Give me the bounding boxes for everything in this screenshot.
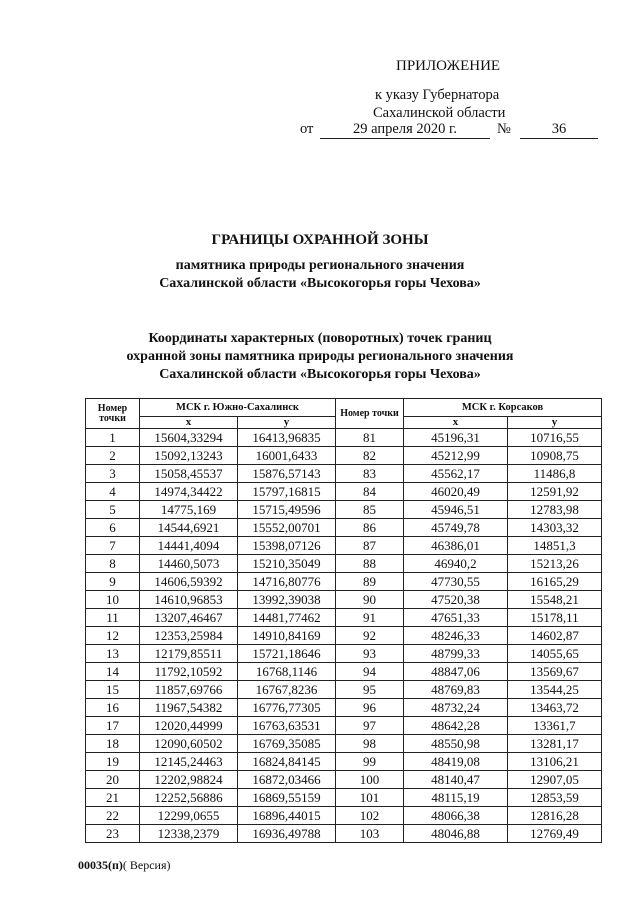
cell-point-number-left: 13 — [86, 645, 140, 663]
cell-right-x: 48732,24 — [404, 699, 508, 717]
cell-point-number-left: 18 — [86, 735, 140, 753]
cell-left-x: 11792,10592 — [140, 663, 238, 681]
cell-right-y: 13569,67 — [508, 663, 602, 681]
cell-right-x: 45212,99 — [404, 447, 508, 465]
cell-left-y: 14716,80776 — [238, 573, 336, 591]
cell-right-x: 47730,55 — [404, 573, 508, 591]
cell-point-number-right: 98 — [336, 735, 404, 753]
table-row — [86, 753, 602, 771]
cell-right-x: 48246,33 — [404, 627, 508, 645]
cell-left-x: 15604,33294 — [140, 429, 238, 447]
header-right-system: МСК г. Корсаков — [404, 399, 602, 417]
cell-left-x: 12145,24463 — [140, 753, 238, 771]
cell-point-number-left: 11 — [86, 609, 140, 627]
cell-point-number-right: 91 — [336, 609, 404, 627]
table-row — [86, 555, 602, 573]
cell-left-y: 16936,49788 — [238, 825, 336, 843]
cell-left-y: 15715,49596 — [238, 501, 336, 519]
cell-right-y: 10716,55 — [508, 429, 602, 447]
cell-point-number-right: 102 — [336, 807, 404, 825]
cell-point-number-left: 19 — [86, 753, 140, 771]
cell-right-y: 15178,11 — [508, 609, 602, 627]
cell-point-number-right: 97 — [336, 717, 404, 735]
cell-right-y: 12816,28 — [508, 807, 602, 825]
cell-point-number-left: 20 — [86, 771, 140, 789]
cell-right-x: 45946,51 — [404, 501, 508, 519]
cell-right-x: 45562,17 — [404, 465, 508, 483]
cell-left-y: 16769,35085 — [238, 735, 336, 753]
cell-right-y: 15548,21 — [508, 591, 602, 609]
footer — [78, 858, 171, 873]
cell-point-number-right: 100 — [336, 771, 404, 789]
cell-right-x: 48140,47 — [404, 771, 508, 789]
footer-code: 00035(п) — [78, 858, 123, 872]
cell-right-y: 12769,49 — [508, 825, 602, 843]
number-prefix: № — [497, 121, 511, 137]
cell-left-y: 16767,8236 — [238, 681, 336, 699]
cell-left-y: 15797,16815 — [238, 483, 336, 501]
cell-point-number-right: 103 — [336, 825, 404, 843]
cell-left-y: 16001,6433 — [238, 447, 336, 465]
table-row — [86, 699, 602, 717]
table-row — [86, 771, 602, 789]
cell-point-number-right: 96 — [336, 699, 404, 717]
cell-right-y: 16165,29 — [508, 573, 602, 591]
cell-left-x: 14544,6921 — [140, 519, 238, 537]
decree-date: 29 апреля 2020 г. — [320, 121, 490, 139]
cell-left-y: 16824,84145 — [238, 753, 336, 771]
cell-right-x: 48642,28 — [404, 717, 508, 735]
cell-left-y: 14481,77462 — [238, 609, 336, 627]
cell-point-number-right: 83 — [336, 465, 404, 483]
cell-left-x: 14460,5073 — [140, 555, 238, 573]
cell-left-x: 12299,0655 — [140, 807, 238, 825]
table-row — [86, 483, 602, 501]
cell-point-number-left: 8 — [86, 555, 140, 573]
table-row — [86, 717, 602, 735]
cell-left-x: 12202,98824 — [140, 771, 238, 789]
date-prefix: от — [300, 121, 314, 137]
footer-version: ( Версия) — [122, 858, 171, 872]
decree-line-1: к указу Губернатора — [375, 87, 500, 103]
header-point-number-left: Номер точки — [86, 399, 140, 429]
cell-right-y: 10908,75 — [508, 447, 602, 465]
cell-left-x: 15058,45537 — [140, 465, 238, 483]
cell-left-x: 12020,44999 — [140, 717, 238, 735]
section-heading-3: Сахалинской области «Высокогорья горы Чехова» — [159, 367, 481, 382]
table-row — [86, 429, 602, 447]
table-row — [86, 681, 602, 699]
cell-left-x: 14441,4094 — [140, 537, 238, 555]
cell-point-number-left: 1 — [86, 429, 140, 447]
cell-left-y: 15398,07126 — [238, 537, 336, 555]
table-row — [86, 663, 602, 681]
header-point-number-right: Номер точки — [336, 399, 404, 429]
cell-right-x: 48847,06 — [404, 663, 508, 681]
cell-point-number-left: 23 — [86, 825, 140, 843]
header-right-x: x — [404, 417, 508, 429]
table-row — [86, 735, 602, 753]
cell-point-number-right: 89 — [336, 573, 404, 591]
cell-right-y: 12907,05 — [508, 771, 602, 789]
section-heading-2: охранной зоны памятника природы регионального значения — [126, 349, 514, 364]
cell-right-x: 47520,38 — [404, 591, 508, 609]
cell-point-number-left: 4 — [86, 483, 140, 501]
cell-right-y: 14851,3 — [508, 537, 602, 555]
cell-point-number-right: 82 — [336, 447, 404, 465]
cell-point-number-right: 99 — [336, 753, 404, 771]
cell-point-number-right: 94 — [336, 663, 404, 681]
cell-right-y: 12783,98 — [508, 501, 602, 519]
table-row — [86, 825, 602, 843]
cell-left-y: 16872,03466 — [238, 771, 336, 789]
table-row — [86, 627, 602, 645]
cell-right-y: 14055,65 — [508, 645, 602, 663]
cell-point-number-left: 5 — [86, 501, 140, 519]
cell-left-y: 16413,96835 — [238, 429, 336, 447]
cell-left-x: 12353,25984 — [140, 627, 238, 645]
document-subtitle-1: памятника природы регионального значения — [175, 258, 465, 273]
cell-right-y: 12853,59 — [508, 789, 602, 807]
cell-point-number-left: 7 — [86, 537, 140, 555]
cell-point-number-right: 101 — [336, 789, 404, 807]
header-right-y: y — [508, 417, 602, 429]
cell-point-number-left: 3 — [86, 465, 140, 483]
cell-right-y: 15213,26 — [508, 555, 602, 573]
cell-right-y: 12591,92 — [508, 483, 602, 501]
cell-left-x: 14974,34422 — [140, 483, 238, 501]
cell-right-x: 48550,98 — [404, 735, 508, 753]
cell-left-y: 15552,00701 — [238, 519, 336, 537]
cell-right-y: 13106,21 — [508, 753, 602, 771]
cell-point-number-left: 12 — [86, 627, 140, 645]
cell-left-y: 16896,44015 — [238, 807, 336, 825]
cell-point-number-left: 9 — [86, 573, 140, 591]
table-row — [86, 573, 602, 591]
cell-right-x: 46020,49 — [404, 483, 508, 501]
coordinates-table-body — [86, 429, 602, 843]
cell-left-x: 14775,169 — [140, 501, 238, 519]
cell-left-y: 16768,1146 — [238, 663, 336, 681]
cell-left-x: 12252,56886 — [140, 789, 238, 807]
cell-right-x: 48799,33 — [404, 645, 508, 663]
cell-point-number-right: 93 — [336, 645, 404, 663]
coordinates-table — [85, 398, 602, 843]
cell-point-number-right: 84 — [336, 483, 404, 501]
header-left-x: x — [140, 417, 238, 429]
cell-left-x: 14610,96853 — [140, 591, 238, 609]
cell-point-number-right: 87 — [336, 537, 404, 555]
cell-left-x: 15092,13243 — [140, 447, 238, 465]
cell-right-y: 13361,7 — [508, 717, 602, 735]
table-row — [86, 447, 602, 465]
cell-right-x: 48769,83 — [404, 681, 508, 699]
cell-point-number-right: 90 — [336, 591, 404, 609]
cell-right-y: 13281,17 — [508, 735, 602, 753]
decree-line-2: Сахалинской области — [373, 105, 506, 121]
cell-right-x: 48046,88 — [404, 825, 508, 843]
table-row — [86, 645, 602, 663]
cell-left-x: 12179,85511 — [140, 645, 238, 663]
cell-left-x: 12090,60502 — [140, 735, 238, 753]
cell-right-y: 13544,25 — [508, 681, 602, 699]
header-left-system: МСК г. Южно-Сахалинск — [140, 399, 336, 417]
cell-right-y: 14303,32 — [508, 519, 602, 537]
cell-right-x: 45196,31 — [404, 429, 508, 447]
cell-right-y: 13463,72 — [508, 699, 602, 717]
cell-point-number-right: 85 — [336, 501, 404, 519]
cell-point-number-left: 17 — [86, 717, 140, 735]
section-heading-1: Координаты характерных (поворотных) точек границ — [148, 331, 492, 346]
appendix-label: ПРИЛОЖЕНИЕ — [396, 58, 501, 74]
cell-right-x: 46940,2 — [404, 555, 508, 573]
table-row — [86, 789, 602, 807]
cell-left-y: 14910,84169 — [238, 627, 336, 645]
cell-left-x: 11857,69766 — [140, 681, 238, 699]
cell-left-x: 11967,54382 — [140, 699, 238, 717]
cell-left-x: 12338,2379 — [140, 825, 238, 843]
cell-right-y: 11486,8 — [508, 465, 602, 483]
table-row — [86, 537, 602, 555]
cell-left-y: 16776,77305 — [238, 699, 336, 717]
cell-left-y: 16869,55159 — [238, 789, 336, 807]
cell-point-number-left: 6 — [86, 519, 140, 537]
cell-point-number-left: 22 — [86, 807, 140, 825]
cell-point-number-left: 21 — [86, 789, 140, 807]
table-row — [86, 501, 602, 519]
table-row — [86, 591, 602, 609]
cell-point-number-left: 2 — [86, 447, 140, 465]
cell-left-y: 16763,63531 — [238, 717, 336, 735]
cell-point-number-left: 14 — [86, 663, 140, 681]
cell-right-x: 48066,38 — [404, 807, 508, 825]
table-row — [86, 465, 602, 483]
cell-point-number-right: 88 — [336, 555, 404, 573]
table-row — [86, 609, 602, 627]
cell-left-y: 13992,39038 — [238, 591, 336, 609]
cell-right-y: 14602,87 — [508, 627, 602, 645]
cell-left-y: 15721,18646 — [238, 645, 336, 663]
cell-right-x: 48419,08 — [404, 753, 508, 771]
cell-left-y: 15876,57143 — [238, 465, 336, 483]
cell-right-x: 46386,01 — [404, 537, 508, 555]
cell-left-y: 15210,35049 — [238, 555, 336, 573]
cell-point-number-right: 95 — [336, 681, 404, 699]
document-subtitle-2: Сахалинской области «Высокогорья горы Чехова» — [159, 276, 481, 291]
cell-point-number-left: 15 — [86, 681, 140, 699]
table-row — [86, 519, 602, 537]
cell-right-x: 45749,78 — [404, 519, 508, 537]
table-row — [86, 807, 602, 825]
cell-right-x: 48115,19 — [404, 789, 508, 807]
cell-point-number-right: 81 — [336, 429, 404, 447]
cell-left-x: 13207,46467 — [140, 609, 238, 627]
document-title: ГРАНИЦЫ ОХРАННОЙ ЗОНЫ — [211, 232, 429, 248]
cell-point-number-right: 92 — [336, 627, 404, 645]
cell-point-number-left: 16 — [86, 699, 140, 717]
header-left-y: y — [238, 417, 336, 429]
cell-point-number-right: 86 — [336, 519, 404, 537]
decree-number: 36 — [520, 121, 598, 139]
cell-left-x: 14606,59392 — [140, 573, 238, 591]
cell-right-x: 47651,33 — [404, 609, 508, 627]
cell-point-number-left: 10 — [86, 591, 140, 609]
